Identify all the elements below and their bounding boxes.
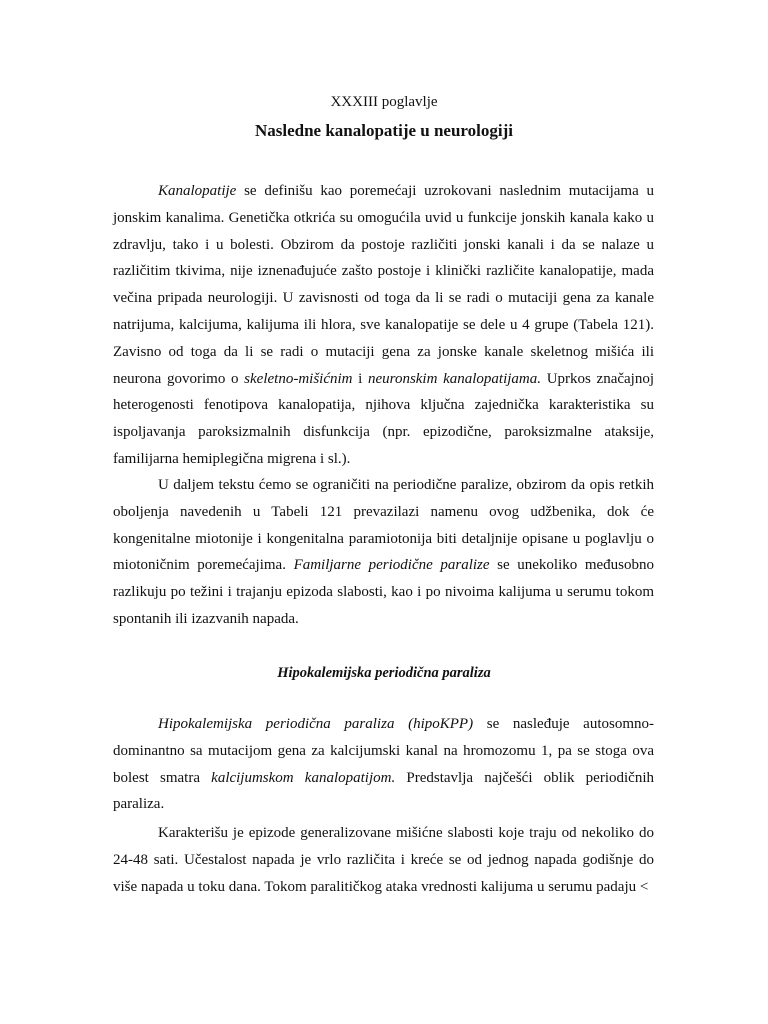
paragraph-intro (113, 178, 654, 473)
paragraph-hypokpp-italic-lead: Hipokalemijska periodična paraliza (hipoKPP) (158, 716, 474, 732)
paragraph-hypokpp-italic-b: kalcijumskom kanalopatijom. (211, 769, 396, 786)
paragraph-scope-italic-b: Familjarne periodične paralize (293, 557, 490, 574)
paragraph-intro-italic-d: neuronskim kanalopatijama. (368, 370, 542, 387)
paragraph-hypokpp (113, 711, 654, 818)
paragraph-hypokpp-text-c: Predstavlja najčešći oblik periodičnih paraliza. (113, 769, 654, 813)
paragraph-scope-text-c: se unekoliko međusobno razlikuju po težini i trajanju epizoda slabosti, kao i po nivoima kalijuma u serumu tokom spontanih ili izazvanih napada. (113, 557, 654, 627)
paragraph-intro-italic-lead: Kanalopatije (158, 183, 237, 199)
paragraph-intro-text-e: Uprkos značajnoj heterogenosti fenotipova kanalopatija, njihova ključna zajednička karakteristika su ispoljavanja paroksizmalnih disfunkcija (npr. epizodične, paroksizmalne ataksije, familijarna hemiplegična migrena i sl.). (113, 370, 655, 467)
paragraph-intro-italic-b: skeletno-mišićnim (244, 370, 353, 387)
chapter-label: XXXIII poglavlje (330, 94, 438, 110)
paragraph-scope-text-a: U daljem tekstu ćemo se ograničiti na periodične paralize, obzirom da opis retkih oboljenja navedenih u Tabeli 121 prevazilazi namenu ovog udžbenika, dok će kongenitalne miotonije i kongenitalna paramiotonija biti detaljnije opisane u poglavlju o miotoničnim poremećajima. (113, 477, 654, 574)
paragraph-intro-text-c: i (352, 370, 368, 387)
paragraph-intro-text-a: se definišu kao poremećaji uzrokovani naslednim mutacijama u jonskim kanalima. Genetička otkrića su omogućila uvid u funkcije jonskih kanala kako u zdravlju, tako i u bolesti. Obzirom da postoje različiti jonski kanali i da se nalaze u različitim tkivima, nije iznenađujuće zašto postoje i klinički različite kanalopatije, mada večina pripada neurologiji. U zavisnosti od toga da li se radi o mutaciji gena za kanale natrijuma, kalcijuma, kalijuma ili hlora, sve kanalopatije se dele u 4 grupe (Tabela 121). Zavisno od toga da li se radi o mutaciji gena za jonske kanale skeletnog mišića ili neurona govorimo o (113, 183, 654, 387)
paragraph-hypokpp-text-a: se nasleđuje autosomno-dominantno sa mutacijom gena za kalcijumski kanal na hromozomu 1, pa se stoga ova bolest smatra (113, 716, 654, 786)
paragraph-episodes: Karakterišu je epizode generalizovane mišićne slabosti koje traju od nekoliko do 24-48 sati. Učestalost napada je vrlo različita i kreće se od jednog napada godišnje do više napada u toku dana. Tokom paralitičkog ataka vrednosti kalijuma u serumu padaju < (113, 825, 654, 895)
chapter-title: Nasledne kanalopatije u neurologiji (254, 121, 514, 140)
paragraph-scope (113, 472, 654, 633)
section-subheading: Hipokalemijska periodična paraliza (277, 665, 491, 681)
